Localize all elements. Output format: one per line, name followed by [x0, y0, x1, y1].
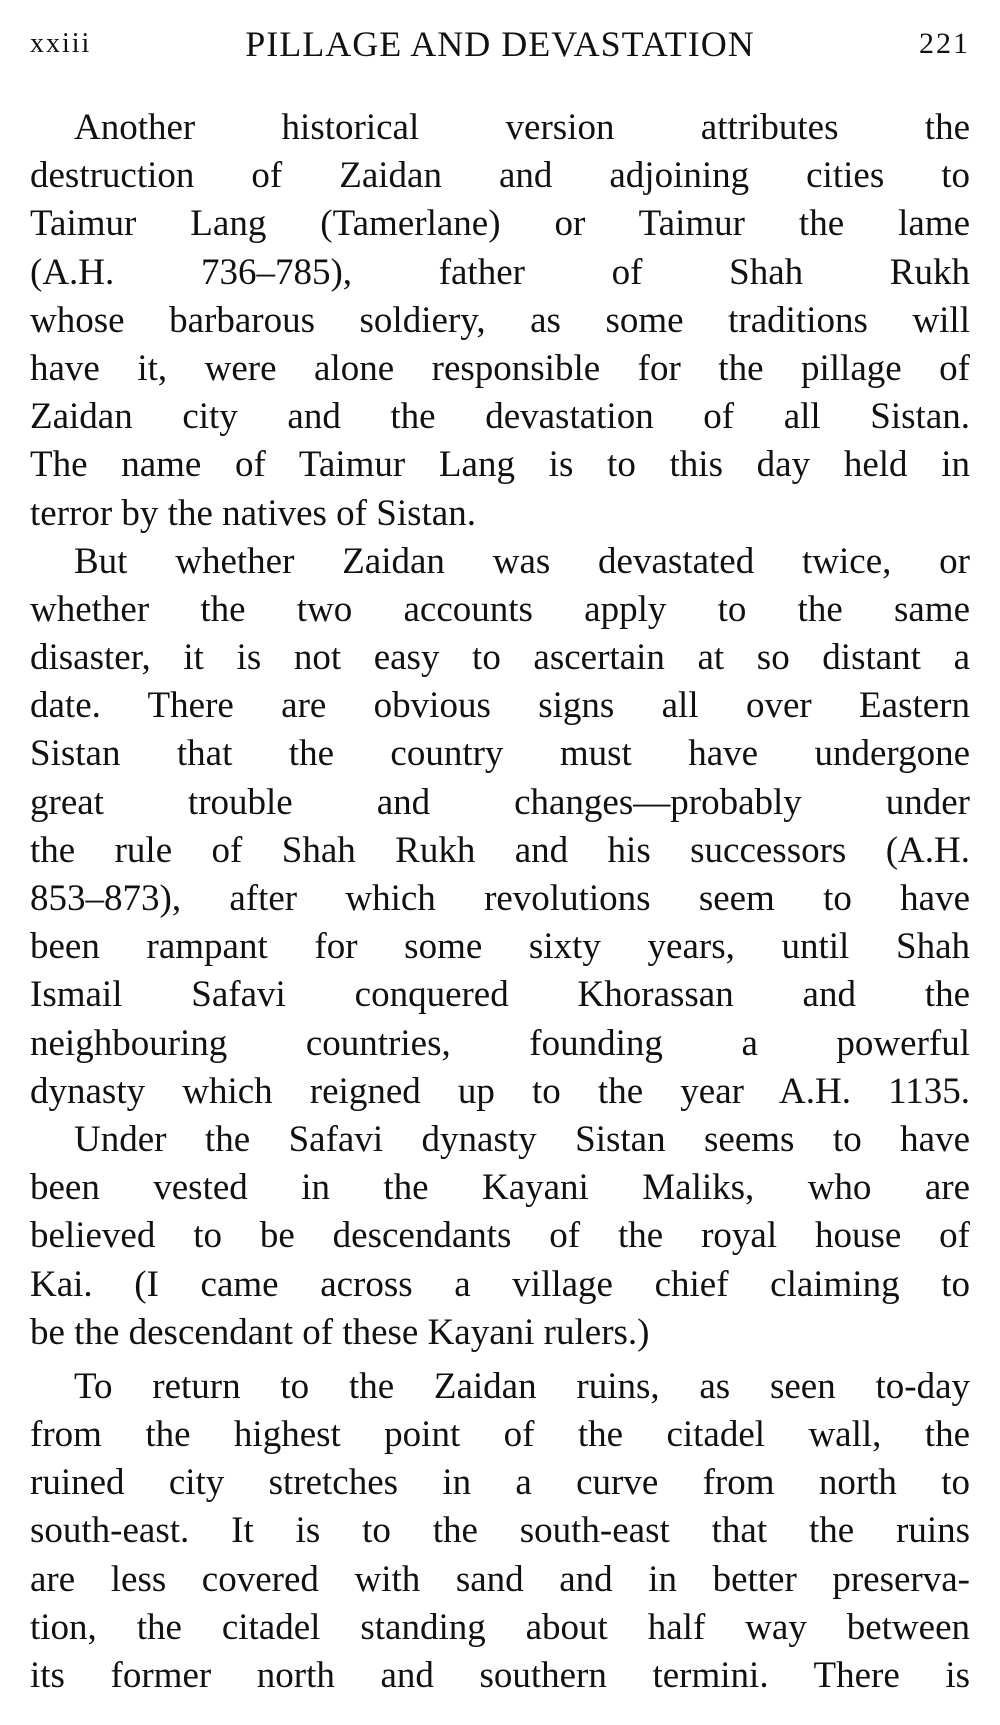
paragraph-4	[30, 1363, 970, 1700]
text-line: Sistan that the country must have undergone	[30, 733, 970, 775]
text-line: whether the two accounts apply to the same	[30, 588, 970, 630]
book-page	[30, 0, 970, 1725]
text-line: been vested in the Kayani Maliks, who are	[30, 1167, 970, 1209]
chapter-number: xxiii	[30, 28, 92, 59]
text-line: date. There are obvious signs all over Eastern	[30, 685, 970, 727]
paragraph-1	[30, 104, 970, 538]
text-line: terror by the natives of Sistan.	[30, 492, 476, 534]
text-line: whose barbarous soldiery, as some traditions will	[30, 299, 970, 341]
text-line: been rampant for some sixty years, until Shah	[30, 926, 970, 968]
text-line: ruined city stretches in a curve from north to	[30, 1462, 970, 1504]
text-line: great trouble and changes—probably under	[30, 781, 970, 823]
text-line: Kai. (I came across a village chief claiming to	[30, 1263, 970, 1305]
running-title: PILLAGE AND DEVASTATION	[245, 24, 755, 64]
text-line: Under the Safavi dynasty Sistan seems to have	[74, 1118, 970, 1160]
text-line: its former north and southern termini. There is	[30, 1655, 970, 1696]
text-line: 853–873), after which revolutions seem to have	[30, 878, 970, 919]
text-line: tion, the citadel standing about half way between	[30, 1606, 970, 1648]
text-line: Ismail Safavi conquered Khorassan and the	[30, 974, 970, 1016]
text-line: (A.H. 736–785), father of Shah Rukh	[30, 251, 970, 293]
text-line: have it, were alone responsible for the pillage of	[30, 347, 970, 389]
text-line: from the highest point of the citadel wall, the	[30, 1414, 970, 1456]
text-line: The name of Taimur Lang is to this day held in	[30, 444, 970, 486]
text-line: Taimur Lang (Tamerlane) or Taimur the lame	[30, 203, 970, 245]
text-line: Zaidan city and the devastation of all Sistan.	[30, 396, 970, 438]
text-line: neighbouring countries, founding a powerful	[30, 1022, 970, 1064]
paragraph-3	[30, 1116, 970, 1357]
text-line: believed to be descendants of the royal house of	[30, 1215, 970, 1257]
page-number: 221	[919, 27, 970, 60]
text-line: Another historical version attributes the	[74, 107, 970, 148]
running-header	[30, 22, 970, 66]
text-line: destruction of Zaidan and adjoining cities to	[30, 155, 970, 197]
text-line: dynasty which reigned up to the year A.H. 1135.	[30, 1070, 970, 1112]
text-line: But whether Zaidan was devastated twice, or	[74, 540, 970, 582]
paragraph-2	[30, 538, 970, 1116]
body-text	[30, 104, 970, 1700]
text-line: the rule of Shah Rukh and his successors (A.H.	[30, 829, 970, 871]
text-line: be the descendant of these Kayani rulers.)	[30, 1311, 650, 1353]
text-line: are less covered with sand and in better preserva-	[30, 1558, 970, 1600]
text-line: disaster, it is not easy to ascertain at so distant a	[30, 637, 970, 679]
text-line: To return to the Zaidan ruins, as seen to-day	[74, 1365, 970, 1407]
text-line: south-east. It is to the south-east that the ruins	[30, 1510, 970, 1552]
